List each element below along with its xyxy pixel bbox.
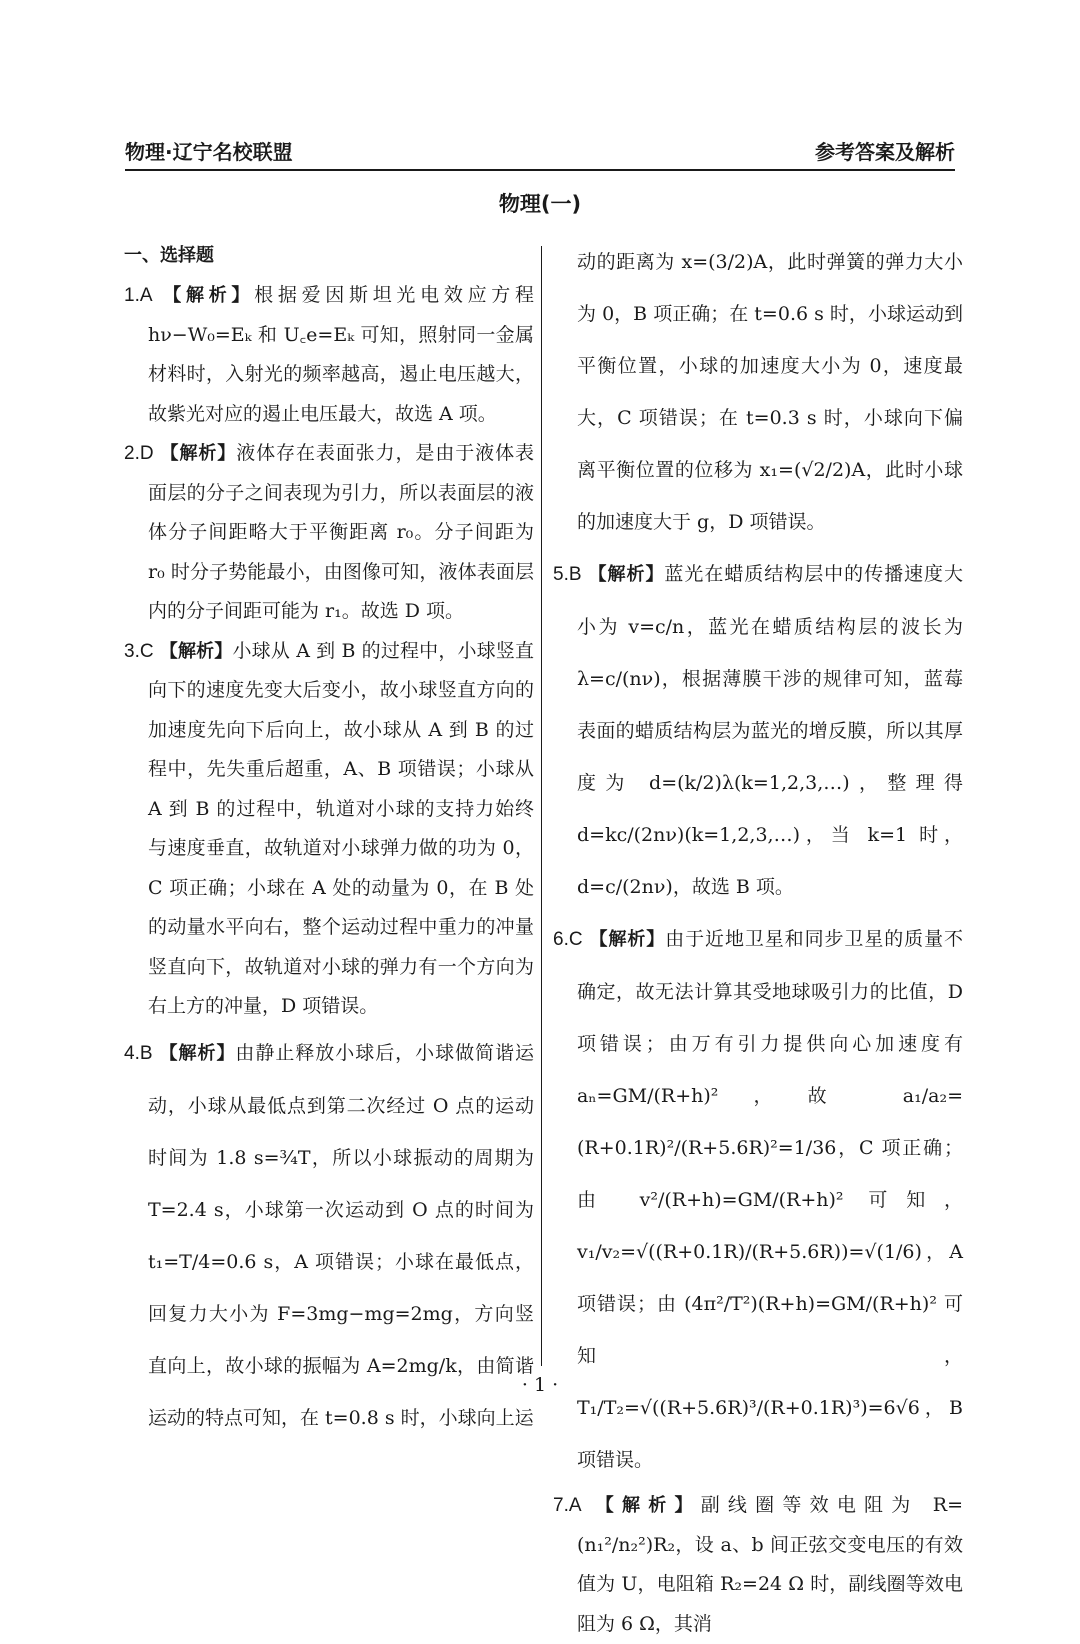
answer-label: 3.C <box>124 640 154 662</box>
answer-item-1 <box>124 276 534 434</box>
answer-item-4-continued <box>553 236 963 548</box>
answer-text: 动的距离为 x=(3/2)A，此时弹簧的弹力大小为 0，B 项正确；在 t=0.6 s 时，小球运动到平衡位置，小球的加速度大小为 0，速度最大，C 项错误；在 t=0.3 s 时，小球向下偏离平衡位置的位移为 x₁=(√2/2)A，此时小球的加速度大于 g，D 项错误。 <box>577 251 963 533</box>
header-right-title: 参考答案及解析 <box>815 140 955 164</box>
answer-text: 蓝光在蜡质结构层中的传播速度大小为 v=c/n，蓝光在蜡质结构层的波长为 λ=c/(nν)，根据薄膜干涉的规律可知，蓝莓表面的蜡质结构层为蓝光的增反膜，所以其厚度为 d=(k/2)λ(k=1,2,3,…)，整理得 d=kc/(2nν)(k=1,2,3,…)，当 k=1 时，d=c/(2nν)，故选 B 项。 <box>577 563 963 898</box>
column-divider <box>541 246 542 1366</box>
page-number: · 1 · <box>521 1374 559 1396</box>
page-title: 物理(一) <box>498 192 582 216</box>
answer-text: 由静止释放小球后，小球做简谐运动，小球从最低点到第二次经过 O 点的运动时间为 1.8 s=¾T，所以小球振动的周期为 T=2.4 s，小球第一次运动到 O 点的时间为 t₁=T/4=0.6 s，A 项错误；小球在最低点，回复力大小为 F=3mg−mg=2mg，方向竖直向上，故小球的振幅为 A=2mg/k，由简谐运动的特点可知，在 t=0.8 s 时，小球向上运 <box>148 1041 534 1429</box>
answer-text: 小球从 A 到 B 的过程中，小球竖直向下的速度先变大后变小，故小球竖直方向的加速度先向下后向上，故小球从 A 到 B 的过程中，先失重后超重，A、B 项错误；小球从 A 到 B 的过程中，轨道对小球的支持力始终与速度垂直，故轨道对小球弹力做的功为 0，C 项正确；小球在 A 处的动量为 0，在 B 处的动量水平向右，整个运动过程中重力的冲量竖直向下，故轨道对小球的弹力有一个方向为右上方的冲量，D 项错误。 <box>148 639 535 1017</box>
analysis-tag: 【解析】 <box>159 1042 236 1064</box>
answer-text: 副线圈等效电阻为 R=(n₁²/n₂²)R₂，设 a、b 间正弦交变电压的有效值为 U，电阻箱 R₂=24 Ω 时，副线圈等效电阻为 6 Ω，其消 <box>577 1494 963 1635</box>
answer-text: 由于近地卫星和同步卫星的质量不确定，故无法计算其受地球吸引力的比值，D 项错误；由万有引力提供向心加速度有 aₙ=GM/(R+h)²，故 a₁/a₂=(R+0.1R)²/(R+5.6R)²=1/36，C 项正确；由 v²/(R+h)=GM/(R+h)² 可知，v₁/v₂=√((R+0.1R)/(R+5.6R))=√(1/6)，A 项错误；由 (4π²/T²)(R+h)=GM/(R+h)² 可知，T₁/T₂=√((R+5.6R)³/(R+0.1R)³)=6√6，B 项错误。 <box>577 928 963 1471</box>
answer-label: 6.C <box>553 929 583 950</box>
analysis-tag: 【解析】 <box>160 443 237 464</box>
page-header <box>125 133 955 171</box>
answer-label: 5.B <box>553 564 582 585</box>
answer-label: 2.D <box>124 443 154 464</box>
answer-label: 4.B <box>124 1042 153 1064</box>
analysis-tag: 【解析】 <box>159 640 233 662</box>
answer-item-2 <box>124 434 534 632</box>
answer-label: 7.A <box>553 1495 582 1516</box>
answer-text: 液体存在表面张力，是由于液体表面层的分子之间表现为引力，所以表面层的液体分子间距略大于平衡距离 r₀。分子间距为 r₀ 时分子势能最小，由图像可知，液体表面层内的分子间距可能为 r₁。故选 D 项。 <box>148 442 534 622</box>
answer-item-3 <box>124 632 534 1027</box>
left-column <box>124 236 534 1444</box>
analysis-tag: 【解析】 <box>595 1495 701 1516</box>
answer-item-5 <box>553 548 963 913</box>
analysis-tag: 【解析】 <box>589 929 666 950</box>
section-heading: 一、选择题 <box>124 245 214 266</box>
analysis-tag: 【解析】 <box>588 564 665 585</box>
header-left-title: 物理·辽宁名校联盟 <box>125 140 293 164</box>
answer-text: 根据爱因斯坦光电效应方程 hν−W₀=Eₖ 和 U꜀e=Eₖ 可知，照射同一金属材料时，入射光的频率越高，遏止电压越大，故紫光对应的遏止电压最大，故选 A 项。 <box>148 284 534 425</box>
answer-item-6 <box>553 913 963 1486</box>
right-column <box>553 236 963 1644</box>
answer-label: 1.A <box>124 285 153 306</box>
answer-item-7 <box>553 1486 963 1644</box>
analysis-tag: 【解析】 <box>163 285 255 306</box>
